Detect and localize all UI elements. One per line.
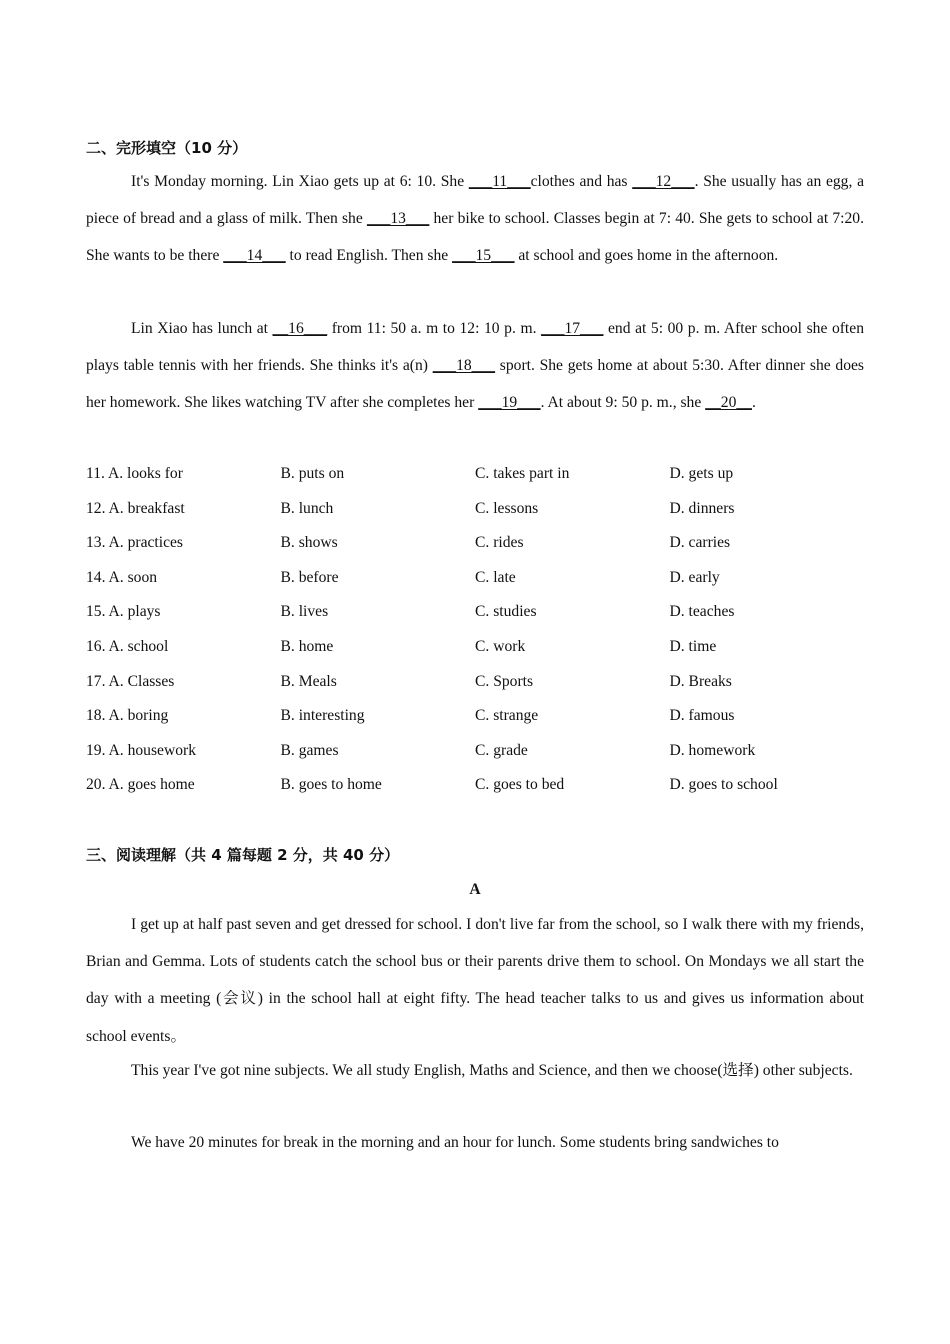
- option-c: C. rides: [475, 534, 524, 552]
- option-c: C. work: [475, 637, 526, 655]
- option-b: B. Meals: [280, 672, 337, 690]
- option-row-15: [86, 602, 866, 637]
- reading-paragraph-1: I get up at half past seven and get dressed for school. I don't live far from the school, so I walk there with my friends, Brian and Gemma. Lots of students catch the school bus or their parents drive them to school. On Mondays we all start the day with a meeting (会议) in the school hall at eight fifty. The head teacher talks to us and gives us information about school events。: [86, 916, 864, 1045]
- option-d: D. goes to school: [669, 776, 778, 794]
- option-d: D. gets up: [669, 465, 734, 482]
- cloze-text: . At about 9: 50 p. m., she: [540, 394, 706, 412]
- option-row-16: [86, 637, 866, 672]
- option-b: B. lives: [280, 603, 329, 621]
- option-b: B. interesting: [280, 707, 365, 725]
- option-b: B. games: [280, 741, 339, 759]
- option-c: C. strange: [475, 707, 539, 725]
- blank-13: ___13___: [366, 210, 430, 228]
- cloze-text: to read English. Then she: [285, 247, 453, 265]
- reading-paragraph-3: We have 20 minutes for break in the morning and an hour for lunch. Some students bring sandwiches to: [131, 1134, 779, 1151]
- blank-12: ___12___: [632, 173, 695, 190]
- option-b: B. lunch: [280, 499, 334, 517]
- cloze-text: end at 5: 00 p. m. After school she often plays table tennis with her friends. She thinks it's a(n): [86, 320, 864, 375]
- option-b: B. puts on: [280, 465, 345, 482]
- option-b: B. before: [280, 568, 339, 586]
- passage-letter: A: [469, 881, 481, 898]
- cloze-paragraph-1: [86, 163, 864, 275]
- blank-15: ___15___: [452, 247, 515, 265]
- cloze-options: [86, 464, 866, 810]
- option-c: C. takes part in: [475, 465, 570, 482]
- option-c: C. Sports: [475, 672, 534, 690]
- option-d: D. time: [669, 637, 717, 655]
- cloze-text: from 11: 50 a. m to 12: 10 p. m.: [327, 320, 542, 337]
- option-b: B. goes to home: [280, 776, 382, 794]
- option-row-14: [86, 568, 866, 603]
- option-a: 20. A. goes home: [86, 776, 195, 794]
- blank-18: ___18___: [432, 357, 496, 375]
- cloze-text: sport. She gets home at about 5:30. After dinner she does her homework. She likes watching TV after she completes her: [86, 357, 865, 412]
- option-c: C. lessons: [475, 499, 539, 517]
- cloze-text: . She usually has an egg, a piece of bread and a glass of milk. Then she: [86, 173, 864, 228]
- option-row-13: [86, 533, 866, 568]
- option-b: B. shows: [280, 534, 338, 552]
- option-row-18: [86, 706, 866, 741]
- option-row-20: [86, 775, 866, 810]
- option-d: D. dinners: [669, 499, 735, 517]
- option-c: C. studies: [475, 603, 537, 621]
- reading-paragraph-2: This year I've got nine subjects. We all study English, Maths and Science, and then we choose(选择) other subjects.: [131, 1062, 853, 1079]
- option-d: D. famous: [669, 707, 735, 725]
- option-a: 15. A. plays: [86, 603, 161, 621]
- option-c: C. goes to bed: [475, 776, 565, 794]
- cloze-paragraph-2: [86, 310, 864, 422]
- option-b: B. home: [280, 637, 334, 655]
- option-row-19: [86, 741, 866, 776]
- blank-19: ___19___: [478, 394, 541, 412]
- cloze-section-heading: 二、完形填空（10 分）: [86, 139, 248, 157]
- reading-section-heading: 三、阅读理解（共 4 篇每题 2 分，共 40 分）: [86, 846, 400, 864]
- cloze-text: her bike to school. Classes begin at 7: 40. She gets to school at 7:20. She wants to be there: [86, 210, 864, 265]
- blank-11: ___11___: [468, 173, 531, 190]
- option-a: 17. A. Classes: [86, 672, 175, 690]
- cloze-text: .: [751, 394, 756, 412]
- blank-17: ___17___: [541, 320, 604, 337]
- blank-14: ___14___: [223, 247, 286, 265]
- option-a: 13. A. practices: [86, 534, 183, 552]
- option-d: D. teaches: [669, 603, 735, 621]
- blank-20: __20__: [705, 394, 752, 412]
- option-a: 18. A. boring: [86, 707, 169, 725]
- option-a: 11. A. looks for: [86, 465, 183, 482]
- cloze-text: It's Monday morning. Lin Xiao gets up at 6: 10. She: [131, 173, 469, 190]
- option-row-17: [86, 672, 866, 707]
- option-a: 19. A. housework: [86, 741, 197, 759]
- option-c: C. late: [475, 568, 516, 586]
- cloze-text: at school and goes home in the afternoon.: [514, 247, 779, 265]
- option-d: D. homework: [669, 741, 756, 759]
- option-d: D. Breaks: [669, 672, 732, 690]
- blank-16: __16___: [272, 320, 328, 337]
- cloze-text: Lin Xiao has lunch at: [131, 320, 273, 337]
- option-d: D. carries: [669, 534, 731, 552]
- option-c: C. grade: [475, 741, 528, 759]
- option-a: 16. A. school: [86, 637, 169, 655]
- option-row-11: [86, 464, 866, 499]
- option-a: 14. A. soon: [86, 568, 158, 586]
- cloze-text: clothes and has: [530, 173, 633, 190]
- option-row-12: [86, 499, 866, 534]
- option-a: 12. A. breakfast: [86, 499, 185, 517]
- option-d: D. early: [669, 568, 720, 586]
